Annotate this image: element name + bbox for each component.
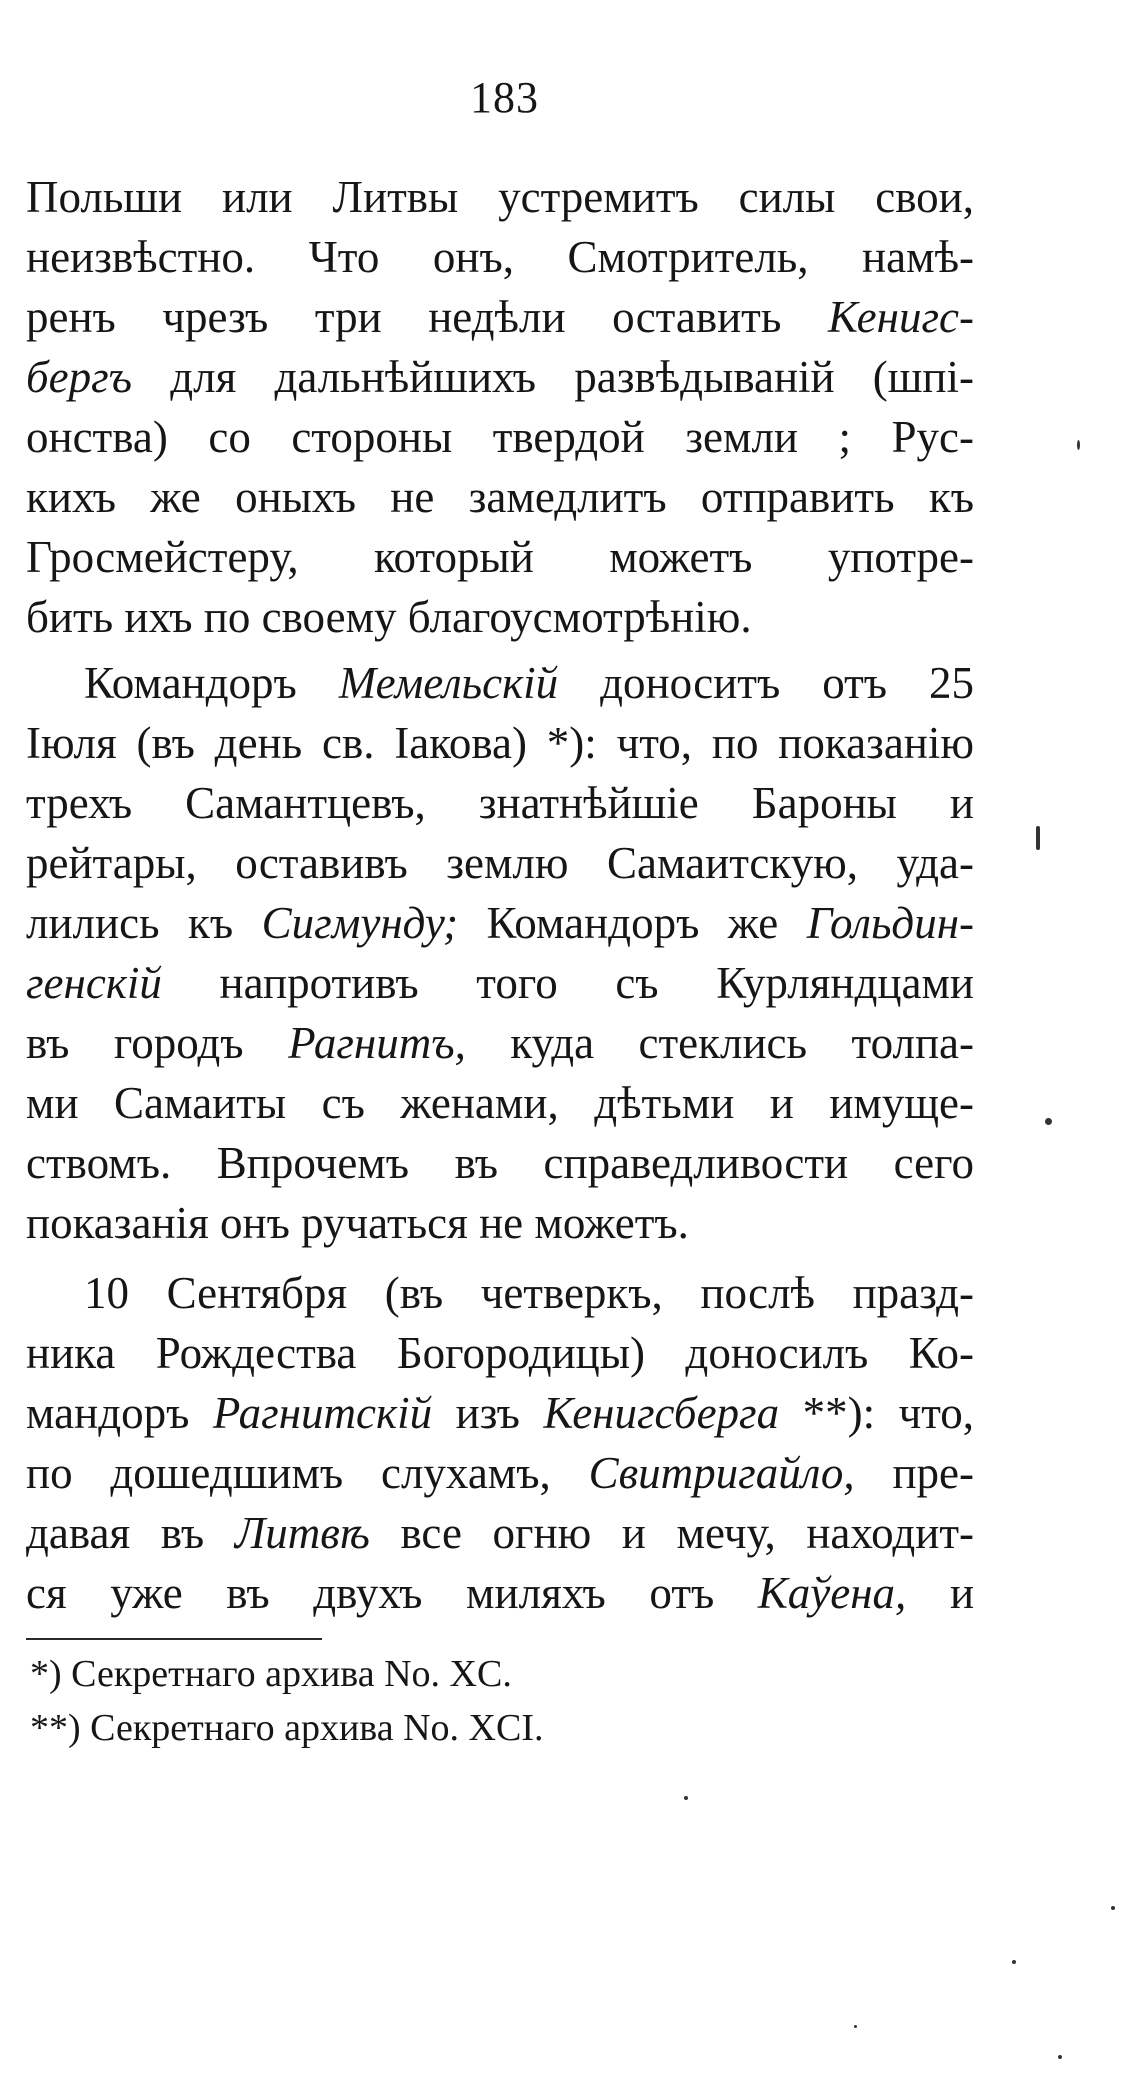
text-span: доноситъ отъ 25 (600, 658, 975, 708)
page-number: 183 (470, 73, 539, 122)
text-line: ствомъ. Впрочемъ въ справедливости сего (26, 1138, 974, 1188)
text-span: изъ (455, 1388, 520, 1438)
scan-speck (1111, 1906, 1115, 1910)
text-line: Гросмейстеру, который можетъ употре- (26, 532, 974, 582)
text-line (84, 654, 974, 714)
scan-speck (684, 1796, 688, 1800)
text-span: и (949, 1568, 975, 1618)
text-line: трехъ Самантцевъ, знатнѣйшiе Бароны и (26, 778, 974, 828)
italic-place-name: генскiй (26, 958, 162, 1008)
scan-speck (1077, 440, 1080, 450)
text-line (26, 1564, 974, 1624)
text-line: бить ихъ по своему благоусмотрѣнiю. (26, 592, 752, 642)
italic-place-name: Кенигсберга (543, 1388, 780, 1438)
text-line: показанiя онъ ручаться не можетъ. (26, 1198, 689, 1248)
text-span: **): что, (802, 1388, 975, 1438)
text-line (26, 1384, 974, 1444)
italic-place-name: Мемельскiй (338, 658, 559, 708)
text-span: Командоръ (84, 658, 297, 708)
text-line: ми Самаиты съ женами, дѣтьми и имуще- (26, 1078, 974, 1128)
text-span: Командоръ же (486, 898, 779, 948)
text-span: напротивъ того съ Курляндцами (219, 958, 975, 1008)
footnote-divider (26, 1638, 322, 1640)
text-span: пре- (892, 1448, 975, 1498)
text-span: ренъ чрезъ три недѣли оставить (26, 292, 782, 342)
italic-person-name: Сигмунду; (261, 898, 459, 948)
text-span: лились къ (26, 898, 234, 948)
text-line (26, 348, 974, 408)
text-span: въ городъ (26, 1018, 244, 1068)
scan-speck (1012, 1960, 1016, 1964)
text-line: Iюля (въ день св. Iакова) *): что, по показанiю (26, 718, 974, 768)
text-line (26, 1504, 974, 1564)
italic-person-name: Свитригайло, (588, 1448, 855, 1498)
italic-place-name: Каўена, (757, 1568, 907, 1618)
text-span: куда стеклись толпа- (510, 1018, 975, 1068)
text-line: Польши или Литвы устремитъ силы свои, (26, 172, 974, 222)
italic-place-name: Литвѣ (234, 1508, 370, 1558)
scan-speck (1036, 826, 1040, 850)
text-line (26, 894, 974, 954)
text-line (26, 1014, 974, 1074)
text-span: по дошедшимъ слухамъ, (26, 1448, 551, 1498)
text-line: неизвѣстно. Что онъ, Смотритель, намѣ- (26, 232, 974, 282)
text-line (26, 1444, 974, 1504)
scan-speck (854, 2025, 857, 2028)
text-line (26, 954, 974, 1014)
text-span: все огню и мечу, находит- (400, 1508, 974, 1558)
text-line: 10 Сентября (въ четверкъ, послѣ празд- (84, 1268, 974, 1318)
scan-speck (1045, 1118, 1052, 1125)
italic-place-name: бергъ (26, 352, 133, 402)
footnote: **) Секретнаго архива No. XCI. (30, 1707, 544, 1749)
scan-speck (1058, 2055, 1062, 2059)
text-line: онства) со стороны твердой земли ; Рус- (26, 412, 974, 462)
italic-place-name: Кенигс- (827, 292, 974, 342)
text-span: давая въ (26, 1508, 205, 1558)
text-line (26, 288, 974, 348)
text-span: мандоръ (26, 1388, 190, 1438)
text-line: рейтары, оставивъ землю Самаитскую, уда- (26, 838, 974, 888)
text-line: ника Рождества Богородицы) доносилъ Ко- (26, 1328, 974, 1378)
text-span: для дальнѣйшихъ развѣдыванiй (шпi- (170, 352, 974, 402)
italic-place-name: Рагнитскiй (212, 1388, 433, 1438)
italic-place-name: Гольдин- (806, 898, 975, 948)
text-line: кихъ же оныхъ не замедлитъ отправить къ (26, 472, 974, 522)
footnote: *) Секретнаго архива No. XC. (30, 1653, 512, 1695)
text-span: ся уже въ двухъ миляхъ отъ (26, 1568, 715, 1618)
italic-place-name: Рагнитъ, (288, 1018, 466, 1068)
